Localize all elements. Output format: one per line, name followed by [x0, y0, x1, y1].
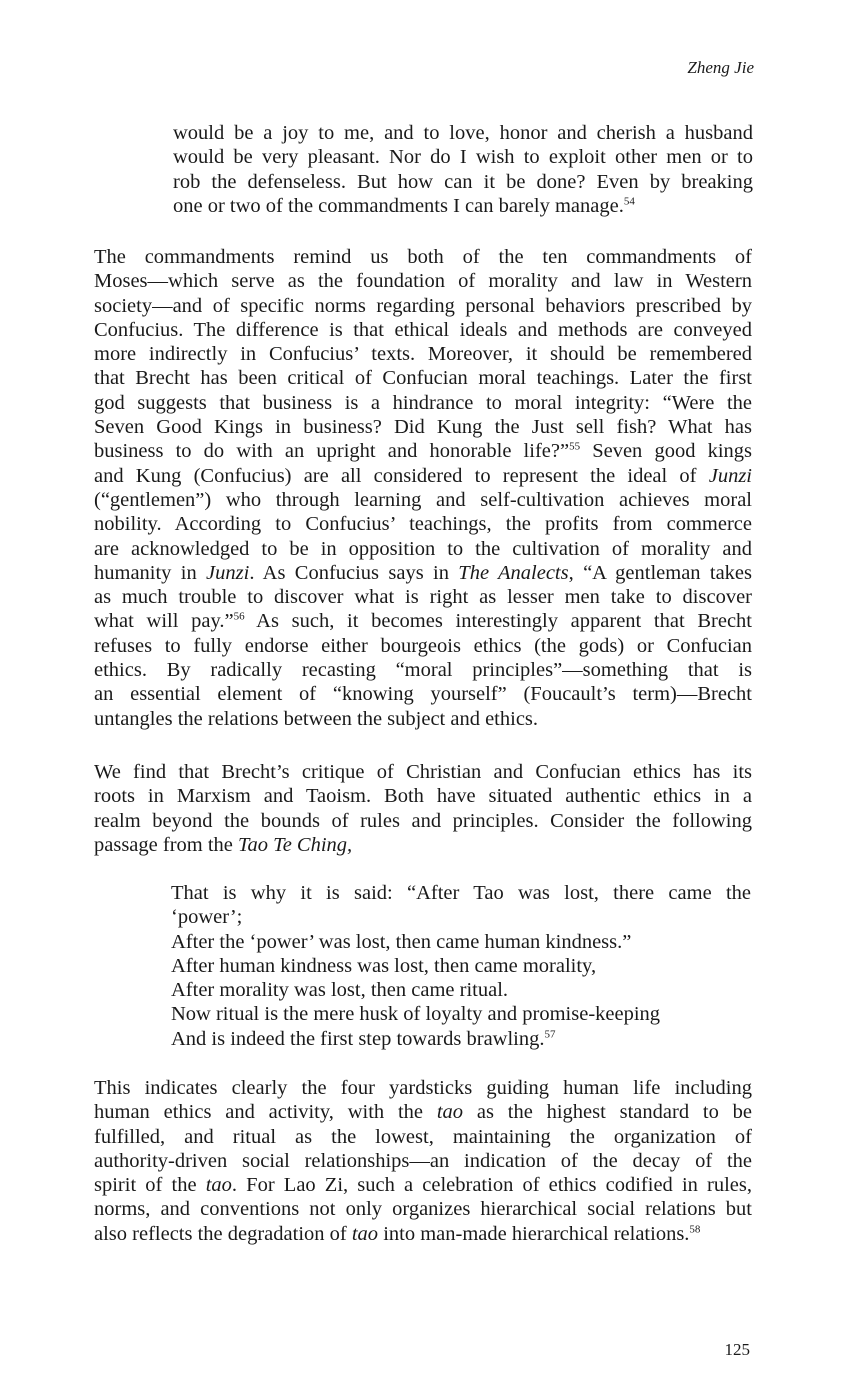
text-line: more indirectly in Confucius’ texts. Moreover, it should be remembered — [94, 343, 752, 366]
footnote-ref: 55 — [569, 440, 581, 453]
text-line: fulfilled, and ritual as the lowest, maintaining the organization of — [94, 1125, 752, 1148]
footnote-ref: 56 — [233, 610, 245, 623]
text-line: refuses to fully endorse either bourgeois ethics (the gods) or Confucian — [94, 634, 752, 657]
text-line: that Brecht has been critical of Confucian moral teachings. Later the first — [94, 367, 752, 390]
paragraph — [94, 245, 752, 731]
text-line: Confucius. The difference is that ethical ideals and methods are conveyed — [94, 318, 752, 341]
block-quote — [173, 121, 753, 218]
text-line: business to do with an upright and honorable life?”$^{55}$ Seven good kings — [94, 440, 752, 463]
text-line: Seven Good Kings in business? Did Kung the Just sell fish? What has — [94, 416, 752, 439]
paragraph — [94, 1076, 752, 1246]
page-number: 125 — [724, 1340, 750, 1359]
verse-line: And is indeed the first step towards brawling.$^{57}$ — [171, 1027, 556, 1050]
text-line: society—and of specific norms regarding personal behaviors prescribed by — [94, 294, 752, 317]
text-line: rob the defenseless. But how can it be done? Even by breaking — [173, 170, 753, 193]
text-line: one or two of the commandments I can barely manage.$^{54}$ — [173, 194, 635, 217]
footnote-ref: 57 — [544, 1028, 556, 1041]
text-line: humanity in Junzi. As Confucius says in The Analects, “A gentleman takes — [94, 561, 753, 584]
verse-line: That is why it is said: “After Tao was lost, there came the — [171, 882, 751, 904]
text-line: untangles the relations between the subject and ethics. — [94, 707, 539, 730]
text-line: god suggests that business is a hindrance to moral integrity: “Were the — [94, 391, 752, 414]
footnote-ref: 54 — [623, 195, 635, 208]
running-head: Zheng Jie — [687, 58, 754, 77]
text-line: Moses—which serve as the foundation of morality and law in Western — [94, 270, 752, 293]
verse-line: After human kindness was lost, then came morality, — [171, 954, 597, 977]
text-line: are acknowledged to be in opposition to the cultivation of morality and — [94, 537, 752, 560]
text-line: nobility. According to Confucius’ teachings, the profits from commerce — [94, 513, 752, 536]
text-line: This indicates clearly the four yardsticks guiding human life including — [94, 1077, 752, 1099]
text-line: roots in Marxism and Taoism. Both have situated authentic ethics in a — [94, 785, 752, 808]
text-line: (“gentlemen”) who through learning and self-cultivation achieves moral — [94, 488, 752, 511]
verse-line: After the ‘power’ was lost, then came human kindness.” — [171, 930, 632, 953]
text-line: passage from the Tao Te Ching, — [94, 833, 353, 856]
text-line: ethics. By radically recasting “moral principles”—something that is — [94, 659, 752, 682]
text-line: what will pay.”$^{56}$ As such, it becomes interestingly apparent that Brecht — [94, 610, 752, 633]
text-line: and Kung (Confucius) are all considered to represent the ideal of Junzi — [94, 464, 752, 487]
text-line: would be very pleasant. Nor do I wish to exploit other men or to — [173, 146, 753, 169]
text-line: as much trouble to discover what is right as lesser men take to discover — [94, 586, 752, 609]
verse-line: After morality was lost, then came ritual. — [171, 979, 509, 1002]
verse-line: ‘power’; — [171, 906, 243, 929]
text-line: spirit of the tao. For Lao Zi, such a celebration of ethics codified in rules, — [94, 1174, 753, 1197]
footnote-ref: 58 — [689, 1223, 701, 1236]
text-line: The commandments remind us both of the ten commandments of — [94, 246, 752, 268]
verse-quote — [171, 881, 751, 1051]
paragraph — [94, 760, 752, 857]
text-line: human ethics and activity, with the tao as the highest standard to be — [94, 1101, 752, 1124]
text-line: We find that Brecht’s critique of Christian and Confucian ethics has its — [94, 761, 752, 783]
text-line: authority-driven social relationships—an indication of the decay of the — [94, 1149, 752, 1172]
text-line: would be a joy to me, and to love, honor and cherish a husband — [173, 122, 753, 144]
text-line: realm beyond the bounds of rules and principles. Consider the following — [94, 809, 752, 832]
text-line: also reflects the degradation of tao into man-made hierarchical relations.$^{58}$ — [94, 1222, 701, 1245]
text-line: an essential element of “knowing yourself” (Foucault’s term)—Brecht — [94, 683, 752, 706]
verse-line: Now ritual is the mere husk of loyalty and promise-keeping — [171, 1003, 661, 1026]
text-line: norms, and conventions not only organizes hierarchical social relations but — [94, 1198, 752, 1221]
